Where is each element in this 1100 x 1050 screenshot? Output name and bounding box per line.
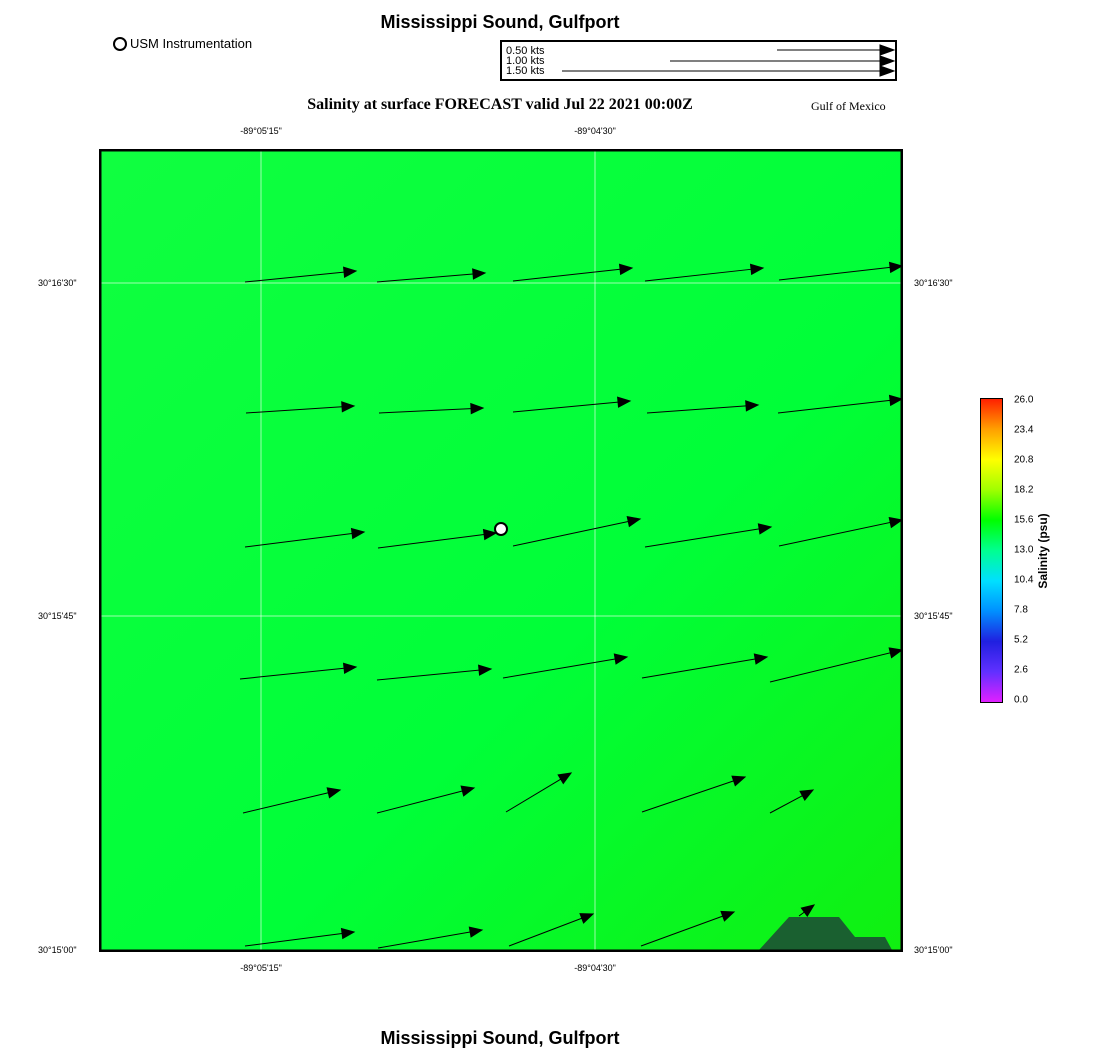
colorbar-tick: 5.2 <box>1014 634 1028 646</box>
lon-tick-label: -89°05'15" <box>240 126 282 136</box>
lat-tick-label: 30°15'00" <box>38 945 77 955</box>
footer-title: Mississippi Sound, Gulfport <box>380 1028 620 1048</box>
speed-key-label: 0.50 kts <box>506 45 545 57</box>
salinity-field <box>100 150 902 951</box>
colorbar-label: Salinity (psu) <box>1036 513 1050 589</box>
lon-tick-label: -89°04'30" <box>574 126 616 136</box>
current-speed-key <box>500 40 897 81</box>
speed-key-label: 1.50 kts <box>506 65 545 77</box>
colorbar-tick: 7.8 <box>1014 604 1028 616</box>
colorbar-tick: 20.8 <box>1014 454 1034 466</box>
station-legend <box>113 36 252 51</box>
colorbar-tick: 15.6 <box>1014 514 1034 526</box>
colorbar-tick: 2.6 <box>1014 664 1028 676</box>
colorbar-tick: 26.0 <box>1014 394 1034 406</box>
speed-key-label: 1.00 kts <box>506 55 545 67</box>
lon-tick-label: -89°05'15" <box>240 963 282 973</box>
salinity-map[interactable] <box>99 149 903 952</box>
colorbar-tick: 0.0 <box>1014 694 1028 706</box>
colorbar-tick: 13.0 <box>1014 544 1034 556</box>
colorbar-tick: 10.4 <box>1014 574 1034 586</box>
region-label: Gulf of Mexico <box>811 99 886 113</box>
speed-key-arrows <box>502 42 895 79</box>
station-marker-icon <box>113 37 127 51</box>
usm-station-marker[interactable] <box>495 523 507 535</box>
lat-tick-label: 30°16'30" <box>38 278 77 288</box>
map-subtitle: Salinity at surface FORECAST valid Jul 22 2021 00:00Z <box>307 96 693 113</box>
colorbar-tick: 18.2 <box>1014 484 1034 496</box>
colorbar-tick: 23.4 <box>1014 424 1034 436</box>
station-legend-label: USM Instrumentation <box>130 36 253 51</box>
lat-tick-label: 30°15'45" <box>914 611 953 621</box>
page-title: Mississippi Sound, Gulfport <box>380 12 620 32</box>
lat-tick-label: 30°15'00" <box>914 945 953 955</box>
salinity-colorbar <box>980 398 1003 703</box>
lon-tick-label: -89°04'30" <box>574 963 616 973</box>
lat-tick-label: 30°16'30" <box>914 278 953 288</box>
lat-tick-label: 30°15'45" <box>38 611 77 621</box>
